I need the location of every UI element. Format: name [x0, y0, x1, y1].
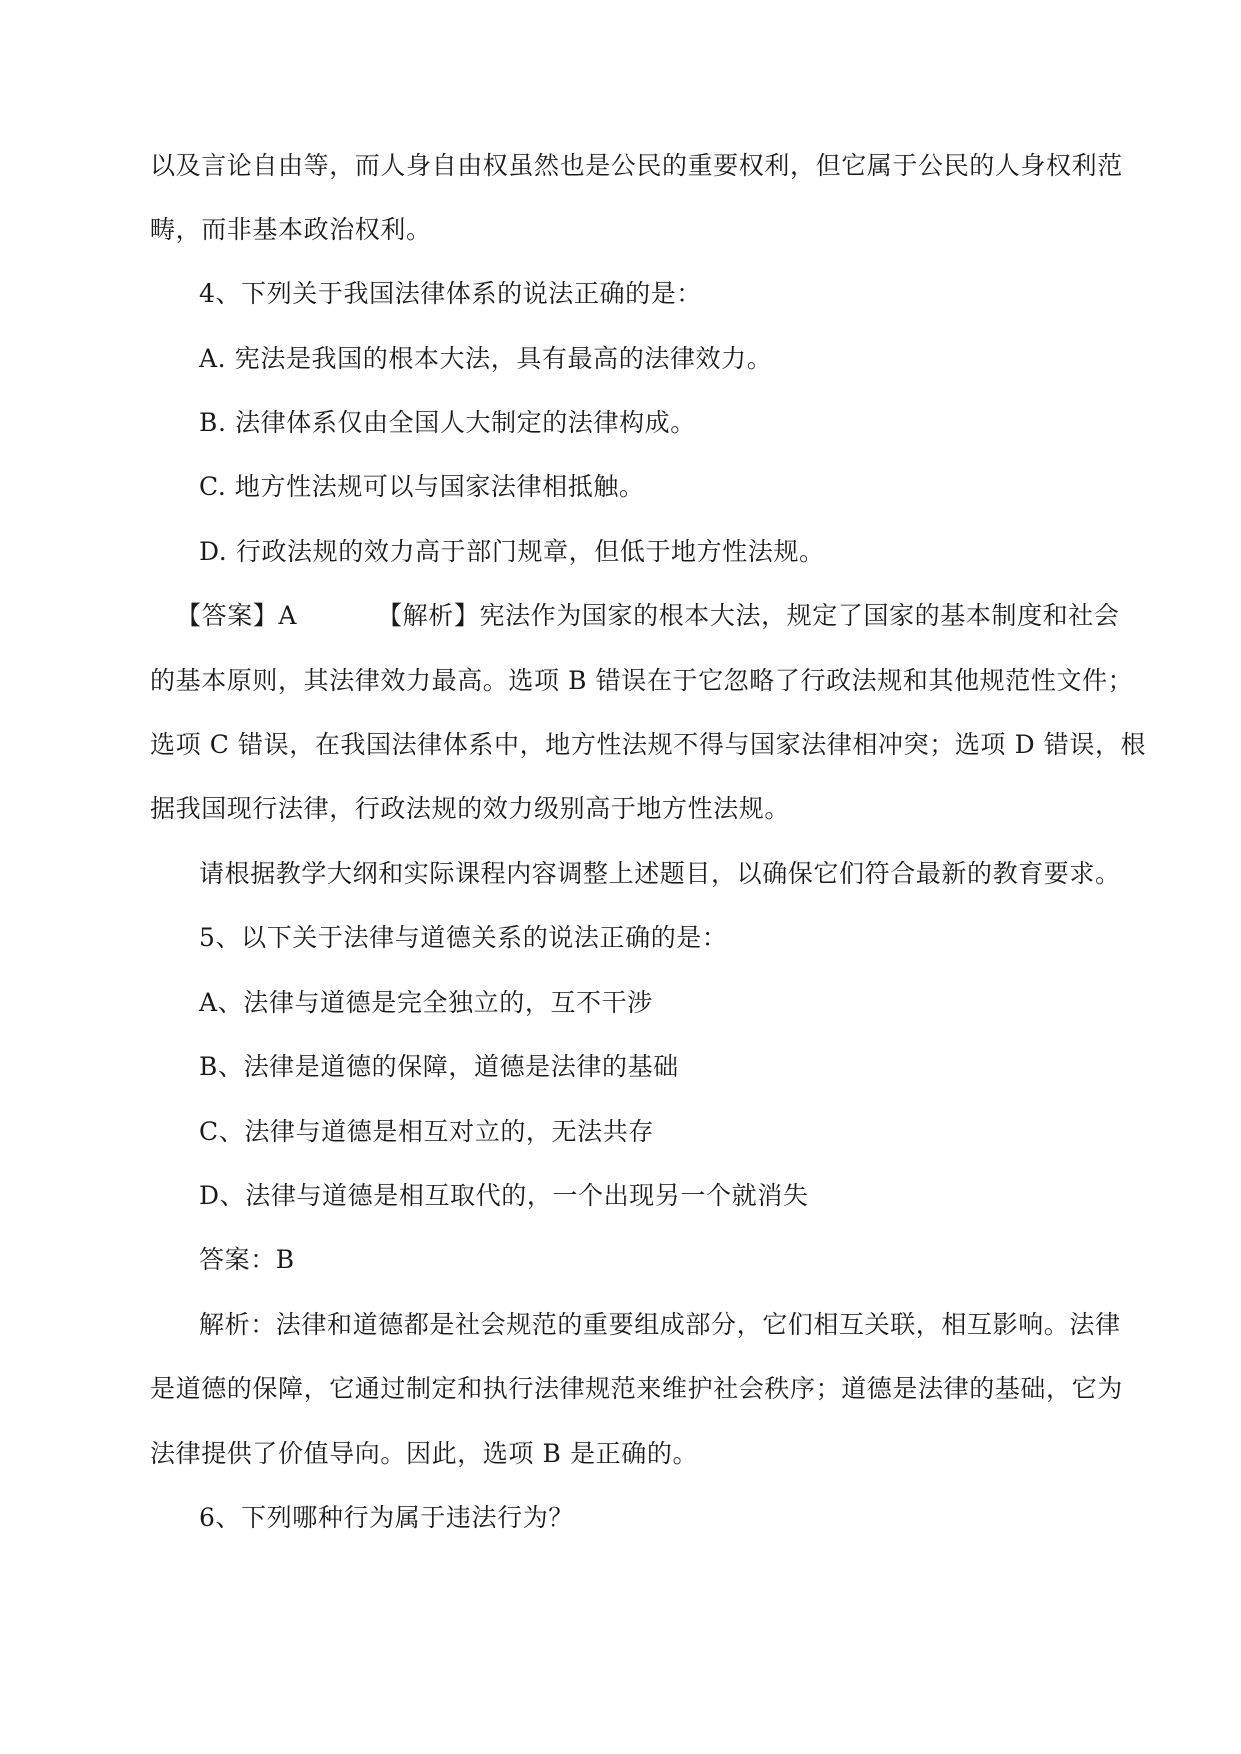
question-5-stem: 5、以下关于法律与道德关系的说法正确的是： [199, 923, 728, 952]
question-5-option-c: C、法律与道德是相互对立的，无法共存 [199, 1117, 654, 1146]
question-4-stem: 4、下列关于我国法律体系的说法正确的是： [199, 279, 702, 308]
question-6-stem: 6、下列哪种行为属于违法行为？ [199, 1503, 574, 1532]
question-5-analysis-line: 解析：法律和道德都是社会规范的重要组成部分，它们相互关联，相互影响。法律 [199, 1310, 1121, 1339]
question-4-answer: 【答案】A [176, 601, 298, 630]
question-5-option-a: A、法律与道德是完全独立的，互不干涉 [199, 988, 653, 1017]
question-4-option-a: A. 宪法是我国的根本大法，具有最高的法律效力。 [199, 344, 773, 373]
editor-note: 请根据教学大纲和实际课程内容调整上述题目，以确保它们符合最新的教育要求。 [199, 859, 1121, 888]
question-5-analysis-line: 法律提供了价值导向。因此，选项 B 是正确的。 [150, 1439, 699, 1468]
question-5-analysis-line: 是道德的保障，它通过制定和执行法律规范来维护社会秩序；道德是法律的基础，它为 [150, 1374, 1123, 1403]
paragraph-line: 以及言论自由等，而人身自由权虽然也是公民的重要权利，但它属于公民的人身权利范 [150, 151, 1123, 180]
question-4-analysis-line: 选项 C 错误，在我国法律体系中，地方性法规不得与国家法律相冲突；选项 D 错误，根 [150, 730, 1147, 759]
question-4-option-d: D. 行政法规的效力高于部门规章，但低于地方性法规。 [199, 537, 825, 566]
question-4-analysis-line: 的基本原则，其法律效力最高。选项 B 错误在于它忽略了行政法规和其他规范性文件； [150, 666, 1134, 695]
question-4-analysis-line: 据我国现行法律，行政法规的效力级别高于地方性法规。 [150, 794, 791, 823]
question-5-answer: 答案：B [199, 1245, 295, 1274]
paragraph-line: 畴，而非基本政治权利。 [150, 215, 432, 244]
question-5-option-b: B、法律是道德的保障，道德是法律的基础 [199, 1052, 679, 1081]
question-5-option-d: D、法律与道德是相互取代的，一个出现另一个就消失 [199, 1181, 809, 1210]
question-4-option-b: B. 法律体系仅由全国人大制定的法律构成。 [199, 408, 696, 437]
question-4-analysis-start: 【解析】宪法作为国家的根本大法，规定了国家的基本制度和社会 [377, 601, 1120, 630]
question-4-answer-line [176, 598, 1119, 634]
question-4-option-c: C. 地方性法规可以与国家法律相抵触。 [199, 472, 645, 501]
